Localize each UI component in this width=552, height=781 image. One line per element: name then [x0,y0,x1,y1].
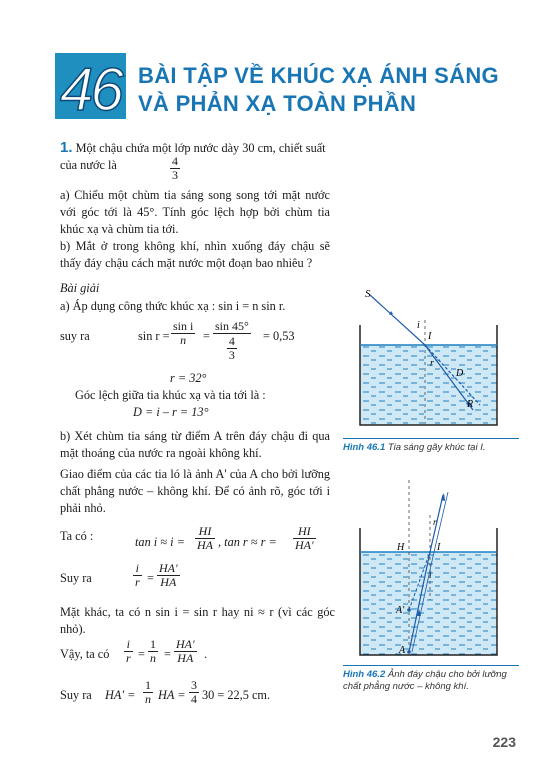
fig1-caption: Hình 46.1 Tia sáng gãy khúc tại I. [343,442,486,453]
final-mid: HA = [158,688,186,702]
arrow-emergent [441,493,445,501]
equals-sign-4: = [164,647,171,661]
page-title-line1: BÀI TẬP VỀ KHÚC XẠ ÁNH SÁNG [138,63,499,88]
ta-co-label: Ta có : [60,529,94,543]
fig2-caption-rule [343,665,519,666]
tan-i-label: tan i ≈ i = [135,535,185,549]
equals-sign-2: = [147,571,154,585]
problem-intro [60,139,330,174]
fraction-sini-n: $\frac{\text{sin i}}{n}$ [173,319,194,347]
fraction-hi-ha: $\frac{HI}{HA}$ [197,524,213,552]
index-fraction: $\frac{4}{3}$ [172,154,178,182]
fraction-result: = 0,53 [263,329,295,343]
fraction-sin45: $\frac{\sin 45^\circ}{\frac{4}{3}}$ [215,319,249,362]
point-a-prime [407,608,411,612]
label-i: i [417,320,420,331]
point-a [407,650,411,654]
suy-ra-label-3: Suy ra [60,688,92,702]
page-title-line2: VÀ PHẢN XẠ TOÀN PHẦN [138,91,417,116]
vay-label: Vậy, ta có [60,647,110,661]
fraction-hi-ha-prime: $\frac{HI}{HA'}$ [295,524,314,552]
fraction-3-4: $\frac{3}{4}$ [191,678,197,706]
problem-part-b: b) Mắt ở trong không khí, nhìn xuống đáy chậu sẽ thấy đáy chậu cách mặt nước một đoạn bao nhiêu ? [60,239,330,270]
fraction-1-n: $\frac{1}{n}$ [150,637,156,665]
figure-46-2 [345,470,520,660]
label-r: r [430,358,434,369]
sinr-label: sin r = [138,329,170,343]
label-R: R [467,399,474,410]
water-hatching-2 [360,552,497,655]
label-I: I [428,331,432,342]
water-hatching [360,345,497,425]
deviation-eq: D = i – r = 13° [133,405,209,419]
fraction-ha-prime-ha-2: $\frac{HA'}{HA}$ [176,637,195,665]
label-i-2: i [429,570,432,580]
fig2-caption: Hình 46.2 Ảnh đáy chậu cho bởi lưỡng chất phẳng nước – không khí. [343,669,507,692]
final-rhs: 30 = 22,5 cm. [202,688,271,702]
label-s: S [365,288,371,300]
problem-number: 1. [60,139,73,156]
solution-b-image: Giao điểm của các tia ló là ảnh A' của A cho bởi lưỡng chất phẳng nước – không khí. Để có ảnh rõ, góc tới i phải nhỏ. [60,467,330,515]
suy-ra-label-2: Suy ra [60,571,92,585]
fig1-caption-rule [343,438,519,439]
fraction-i-r-2: $\frac{i}{r}$ [126,637,131,665]
label-I-2: I [437,542,441,553]
equals-sign-3: = [138,647,145,661]
label-H: H [397,542,405,553]
problem-intro-text: Một chậu chứa một lớp nước dày 30 cm, chiết suất của nước là [60,141,326,172]
suy-ra-label: suy ra [60,329,90,343]
fraction-1-n-2: $\frac{1}{n}$ [145,678,151,706]
label-a: A [399,645,406,656]
solution-heading: Bài giải [60,281,100,295]
figure-46-1 [345,280,520,430]
label-d: D [456,368,464,379]
mat-khac-text: Mặt khác, ta có n sin i = sin r hay ni ≈ r (vì các góc nhỏ). [60,605,335,636]
solution-a-intro: a) Áp dụng công thức khúc xạ : sin i = n sin r. [60,299,286,313]
r-value: r = 32° [170,371,207,385]
page-number: 223 [492,734,516,750]
label-a-prime: A' [396,605,405,616]
solution-b-intro: b) Xét chùm tia sáng từ điểm A trên đáy chậu đi qua mặt thoáng của nước ra ngoài không khí. [60,429,330,460]
problem-part-a: a) Chiếu một chùm tia sáng song song tới mặt nước với góc tới là 45°. Tính góc lệch hợp bởi chùm tia khúc xạ và chùm tia tới. [60,188,330,236]
final-lhs: HA' = [105,688,136,702]
fraction-ha-prime-ha: $\frac{HA'}{HA}$ [159,561,178,589]
tan-r-label: , tan r ≈ r = [218,535,277,549]
chapter-number: 46 [60,56,121,123]
equals-sign: = [203,329,210,343]
fraction-i-r: $\frac{i}{r}$ [135,561,140,589]
deviation-text: Góc lệch giữa tia khúc xạ và tia tới là : [75,388,266,402]
period: . [204,647,208,661]
label-r-2: r [433,517,437,527]
